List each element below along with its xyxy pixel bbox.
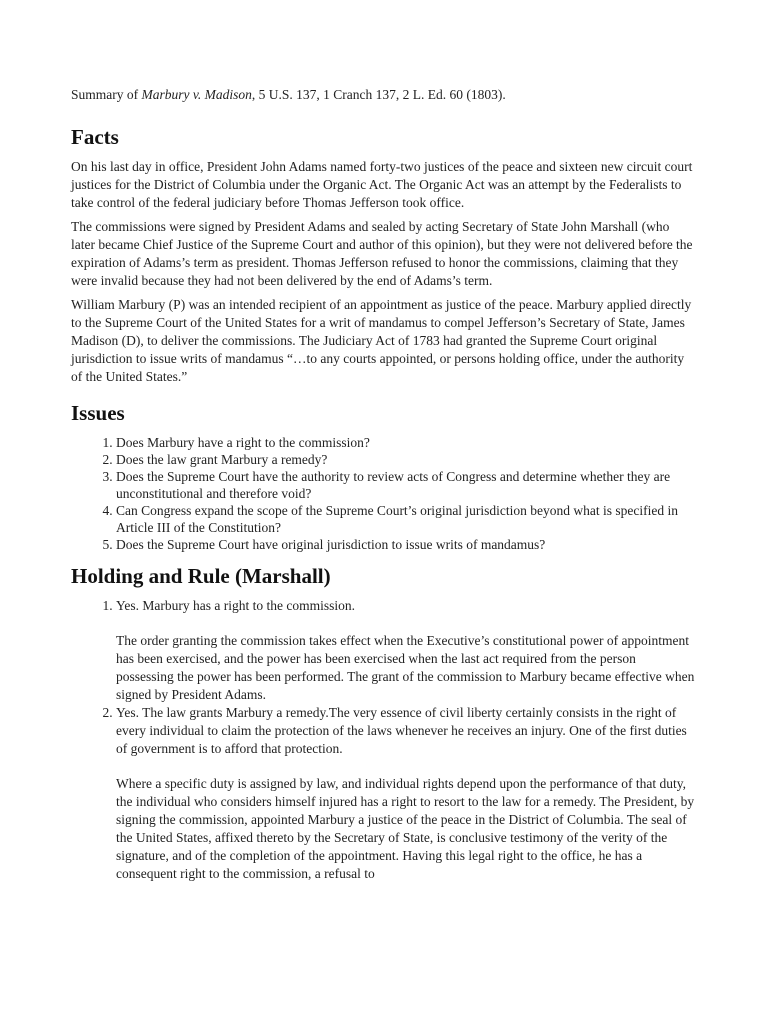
- list-item: [116, 704, 696, 883]
- holding-lead: 1. Yes. Marbury has a right to the commission.: [116, 598, 355, 613]
- facts-paragraph: William Marbury (P) was an intended recipient of an appointment as justice of the peace. Marbury applied directly to the Supreme Court of the United States for a writ of mandamus to compel Jefferson’s Secretary of State, James Madison (D), to deliver the commissions. The Judiciary Act of 1783 had granted the Supreme Court original jurisdiction to issue writs of mandamus “…to any courts appointed, or persons holding office, under the authority of the United States.”: [71, 297, 692, 384]
- list-item: [116, 597, 696, 704]
- case-citation: , 5 U.S. 137, 1 Cranch 137, 2 L. Ed. 60 (1803).: [251, 87, 506, 102]
- holding-lead: 2. Yes. The law grants Marbury a remedy.The very essence of civil liberty certainly consists in the right of every individual to claim the protection of the laws whenever he receives an injury. One of the first duties of government is to afford that protection.: [116, 705, 687, 756]
- facts-paragraph: The commissions were signed by President Adams and sealed by acting Secretary of State John Marshall (who later became Chief Justice of the Supreme Court and author of this opinion), but they were not delivered before the expiration of Adams’s term as president. Thomas Jefferson refused to honor the commissions, claiming that they were invalid because they had not been delivered by the end of Adams’s term.: [71, 219, 693, 288]
- holding-body: Where a specific duty is assigned by law, and individual rights depend upon the performance of that duty, the individual who considers himself injured has a right to resort to the law for a remedy. The President, by signing the commission, appointed Marbury a justice of the peace in the District of Columbia. The seal of the United States, affixed thereto by the Secretary of State, is conclusive testimony of the verity of the signature, and of the completion of the appointment. Having this legal right to the office, he has a consequent right to the commission, a refusal to: [116, 776, 695, 881]
- holding-section: [71, 563, 696, 883]
- issues-list: [71, 434, 696, 553]
- facts-section: [71, 124, 696, 386]
- list-item: 3. Does the Supreme Court have the authority to review acts of Congress and determine whether they are unconstitutional and therefore void?: [116, 468, 696, 502]
- issues-section: [71, 400, 696, 553]
- summary-prefix: Summary of: [71, 87, 142, 102]
- list-item: 1. Does Marbury have a right to the commission?: [116, 434, 696, 451]
- case-name: Marbury v. Madison: [141, 87, 252, 102]
- facts-heading: Facts: [71, 125, 119, 149]
- case-summary-line: [71, 86, 696, 104]
- holding-body: The order granting the commission takes effect when the Executive’s constitutional power of appointment has been exercised, and the power has been exercised when the last act required from the person possessing the power has been performed. The grant of the commission to Marbury became effective when signed by President Adams.: [116, 633, 695, 702]
- facts-paragraph: On his last day in office, President John Adams named forty-two justices of the peace and sixteen new circuit court justices for the District of Columbia under the Organic Act. The Organic Act was an attempt by the Federalists to take control of the federal judiciary before Thomas Jefferson took office.: [71, 159, 693, 210]
- issues-heading: Issues: [71, 401, 125, 425]
- list-item: 5. Does the Supreme Court have original jurisdiction to issue writs of mandamus?: [116, 536, 696, 553]
- document-page: [71, 86, 696, 893]
- list-item: 2. Does the law grant Marbury a remedy?: [116, 451, 696, 468]
- list-item: 4. Can Congress expand the scope of the Supreme Court’s original jurisdiction beyond what is specified in Article III of the Constitution?: [116, 502, 696, 536]
- holding-list: [71, 597, 696, 883]
- holding-heading: Holding and Rule (Marshall): [71, 564, 331, 588]
